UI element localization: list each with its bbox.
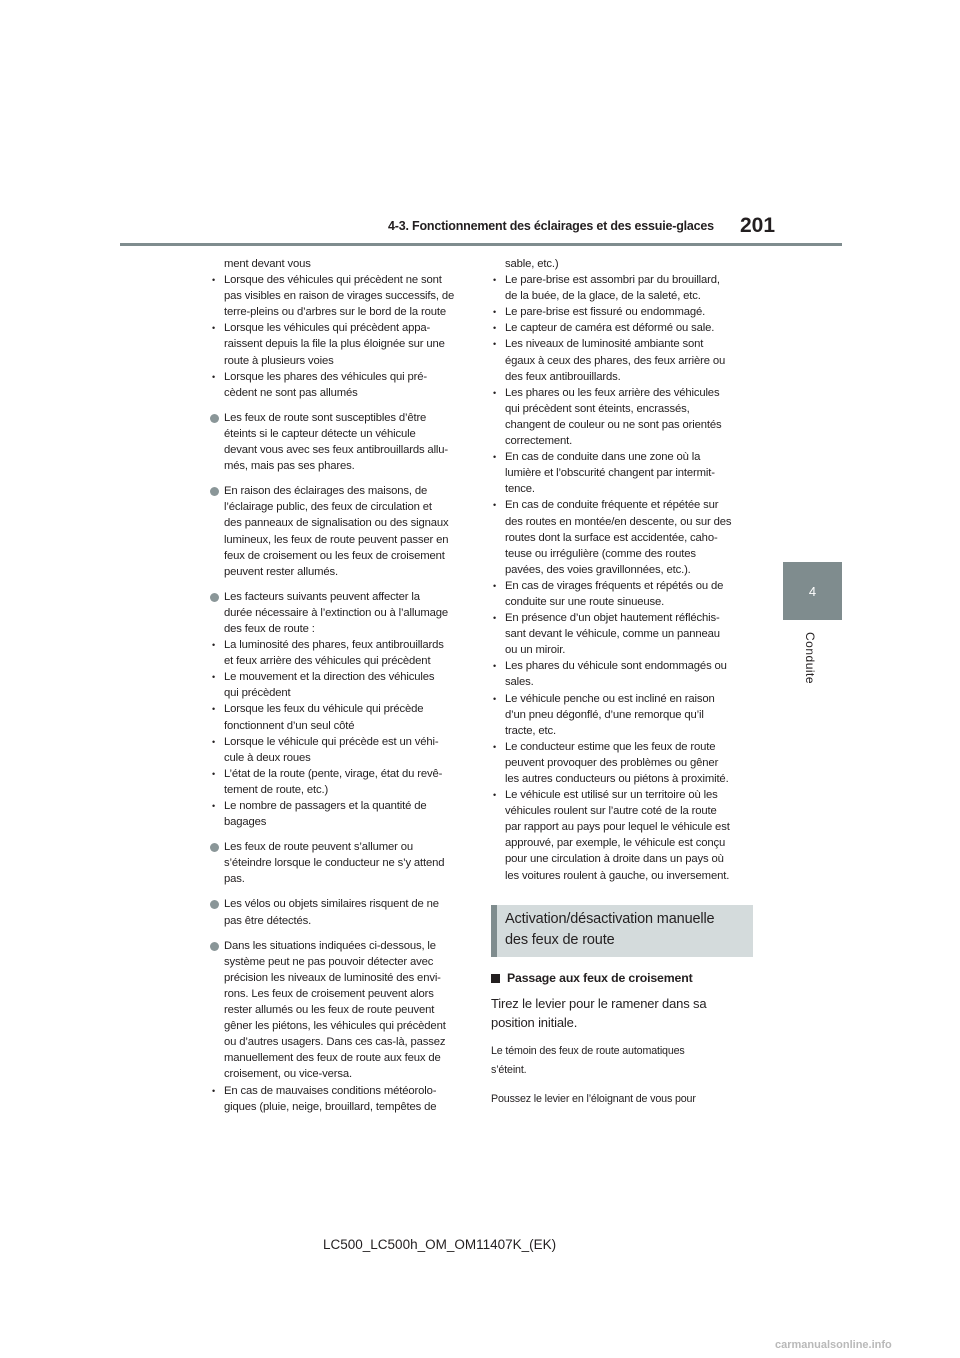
paragraph [210,483,468,580]
text-line: routes dont la surface est accidentée, caho- [505,531,718,544]
text-line: pavées, des voies gravillonnées, etc.). [505,563,691,576]
text-line: pas être détectés. [224,914,312,927]
page-number: 201 [740,214,776,237]
bullet-item [491,336,749,384]
circle-bullet-icon [210,900,219,909]
bullet-item [210,734,468,766]
text-line: En raison des éclairages des maisons, de [224,485,428,498]
text-line: des panneaux de signalisation ou des signaux [224,517,449,530]
text-line: des feux antibrouillards. [505,370,621,383]
text-line: • Lorsque des véhicules qui précèdent ne sont [210,272,468,288]
text-line: • La luminosité des phares, feux antibrouillards [210,637,468,653]
paragraph [210,589,468,637]
square-bullet-icon [491,974,500,983]
text-line: • Le pare-brise est fissuré ou endommagé. [491,304,749,320]
bullet-item [491,578,749,610]
bullet-item [210,272,468,320]
continued-text [491,256,749,272]
bullet-item [491,385,749,449]
text-line: Poussez le levier en l’éloignant de vous pour [491,1092,696,1105]
text-line: des routes en montée/en descente, ou sur des [505,515,732,528]
text-line: tence. [505,483,535,496]
text-line: cule à deux roues [224,751,311,764]
text-line: • En cas de conduite fréquente et répétée sur [491,497,749,513]
bullet-item [210,637,468,669]
text-line: • Lorsque les feux du véhicule qui précède [210,701,468,717]
circle-bullet-icon [210,843,219,852]
circle-bullet-icon [210,593,219,602]
bullet-item [491,610,749,658]
subheading [491,970,749,987]
text-line: • Lorsque les véhicules qui précèdent appa- [210,320,468,336]
text-line: • Les phares ou les feux arrière des véhicules [491,385,749,401]
text-line: • Le nombre de passagers et la quantité de [210,798,468,814]
text-line: l’éclairage public, des feux de circulation et [224,501,432,514]
note-text [491,1042,749,1080]
text-line: • En cas de virages fréquents et répétés ou de [491,578,749,594]
text-line: durée nécessaire à l’extinction ou à l’allumage [224,606,449,619]
bullet-item [491,272,749,304]
paragraph [210,896,468,928]
text-line: • Lorsque le véhicule qui précède est un véhi- [210,734,468,750]
circle-bullet-icon [210,942,219,951]
chapter-number: 4 [808,583,817,599]
section-heading-line: des feux de route [505,931,615,948]
bullet-item [491,739,749,787]
bullet-item [210,1083,468,1115]
text-line: pas visibles en raison de virages successifs, de [224,290,455,303]
bullet-item [210,369,468,401]
text-line: par rapport au pays pour lequel le véhicule est [505,821,730,834]
watermark: carmanualsonline.info [775,1339,892,1351]
text-line: des feux de route : [224,622,315,635]
text-line: croisement, ou vice-versa. [224,1068,352,1081]
text-line: sales. [505,676,534,689]
bullet-item [491,691,749,739]
text-line: position initiale. [491,1014,578,1030]
text-line: route à plusieurs voies [224,354,334,367]
text-line: Les feux de route sont susceptibles d’être [224,411,427,424]
text-line: ment devant vous [224,258,311,270]
paragraph [210,839,468,887]
text-line: changent de couleur ou ne sont pas orientés [505,418,722,431]
text-line: cèdent ne sont pas allumés [224,386,358,399]
text-line: ou un miroir. [505,644,566,657]
text-line: sable, etc.) [505,258,559,270]
text-line: conduite sur une route sinueuse. [505,595,665,608]
text-line: Dans les situations indiquées ci-dessous, le [224,939,436,952]
text-line: • Les phares du véhicule sont endommagés ou [491,658,749,674]
text-line: ou d’autres usagers. Dans ces cas-là, passez [224,1036,446,1049]
text-line: • Le véhicule penche ou est incliné en raison [491,691,749,707]
text-line: teuse ou irrégulière (comme des routes [505,547,696,560]
text-line: qui précèdent sont éteints, encrassés, [505,402,690,415]
text-line: • Le pare-brise est assombri par du brouillard, [491,272,749,288]
text-line: de la buée, de la glace, de la saleté, etc. [505,290,701,303]
text-line: • Lorsque les phares des véhicules qui pré- [210,369,468,385]
text-line: tracte, etc. [505,724,556,737]
text-line: véhicules roulent sur l’autre coté de la route [505,805,717,818]
text-line: système peut ne pas pouvoir détecter avec [224,955,434,968]
bullet-item [210,669,468,701]
right-column [491,256,749,1109]
text-line: • En présence d’un objet hautement réfléchis- [491,610,749,626]
text-line: pas. [224,873,245,886]
text-line: lumineux, les feux de route peuvent passer en [224,533,449,546]
section-heading-box [491,905,753,957]
bullet-item [491,449,749,497]
bullet-item [491,787,749,884]
text-line: fonctionnent d’un seul côté [224,719,355,732]
continued-text [210,256,468,272]
text-line: approuvé, par exemple, le véhicule est conçu [505,837,726,850]
text-line: s’éteindre lorsque le conducteur ne s’y attend [224,857,445,870]
trailing-text [491,1090,749,1109]
text-line: tement de route, etc.) [224,783,329,796]
text-line: rons. Les feux de croisement peuvent alors [224,987,434,1000]
circle-bullet-icon [210,414,219,423]
chapter-tab [783,562,842,620]
bullet-item [210,320,468,368]
text-line: bagages [224,816,267,829]
text-line: • Le véhicule est utilisé sur un territoire où les [491,787,749,803]
text-line: sant devant le véhicule, comme un panneau [505,628,720,641]
text-line: lumière et l’obscurité changent par intermit- [505,467,715,480]
bullet-item [210,766,468,798]
text-line: égaux à ceux des phares, des feux arrière ou [505,354,726,367]
subheading-text: Passage aux feux de croisement [507,970,693,985]
instruction-text [491,994,749,1032]
text-line: Tirez le levier pour le ramener dans sa [491,995,707,1011]
bullet-item [491,658,749,690]
bullet-item [491,320,749,336]
text-line: Le témoin des feux de route automatiques [491,1044,685,1057]
text-line: s’éteint. [491,1063,527,1076]
circle-bullet-icon [210,487,219,496]
bullet-item [491,304,749,320]
bullet-item [491,497,749,577]
text-line: devant vous avec ses feux antibrouillards allu- [224,444,449,457]
paragraph [210,410,468,474]
text-line: rester allumés ou les feux de route peuvent [224,1004,435,1017]
bullet-item [210,701,468,733]
text-line: raissent depuis la file la plus éloignée sur une [224,338,445,351]
text-line: • Les niveaux de luminosité ambiante sont [491,336,749,352]
header-divider [120,243,842,246]
text-line: d’un pneu dégonflé, d’une remorque qu’il [505,708,704,721]
text-line: Les facteurs suivants peuvent affecter la [224,590,420,603]
text-line: peuvent rester allumés. [224,565,338,578]
text-line: terre-pleins ou d’arbres sur le bord de la route [224,306,446,319]
text-line: et feux arrière des véhicules qui précèdent [224,655,431,668]
text-line: giques (pluie, neige, brouillard, tempêtes de [224,1100,437,1113]
bullet-item [210,798,468,830]
right-column-items [491,256,749,884]
text-line: • Le mouvement et la direction des véhicules [210,669,468,685]
text-line: més, mais pas ses phares. [224,460,355,473]
text-line: feux de croisement ou les feux de croisement [224,549,445,562]
text-line: peuvent provoquer des problèmes ou gêner [505,756,719,769]
text-line: • L’état de la route (pente, virage, état du revê- [210,766,468,782]
text-line: • Le conducteur estime que les feux de route [491,739,749,755]
text-line: • En cas de mauvaises conditions météorolo- [210,1083,468,1099]
section-header-title: 4-3. Fonctionnement des éclairages et des essuie-glaces [388,219,714,233]
text-line: Les feux de route peuvent s’allumer ou [224,841,413,854]
text-line: Les vélos ou objets similaires risquent de ne [224,898,439,911]
section-heading-line: Activation/désactivation manuelle [505,910,715,927]
text-line: correctement. [505,435,573,448]
manual-code: LC500_LC500h_OM_OM11407K_(EK) [323,1237,557,1252]
text-line: précision les niveaux de luminosité des envi- [224,971,441,984]
text-line: manuellement des feux de route aux feux de [224,1052,441,1065]
text-line: éteints si le capteur détecte un véhicule [224,427,416,440]
text-line: gêner les piétons, les véhicules qui précèdent [224,1020,446,1033]
left-column [210,256,468,1115]
paragraph [210,938,468,1083]
text-line: • Le capteur de caméra est déformé ou sale. [491,320,749,336]
text-line: • En cas de conduite dans une zone où la [491,449,749,465]
chapter-label: Conduite [803,632,817,685]
text-line: pour une circulation à droite dans un pays où [505,853,724,866]
text-line: les voitures roulent à gauche, ou inversement. [505,869,730,882]
text-line: qui précèdent [224,687,291,700]
text-line: les autres conducteurs ou piétons à proximité. [505,773,729,785]
